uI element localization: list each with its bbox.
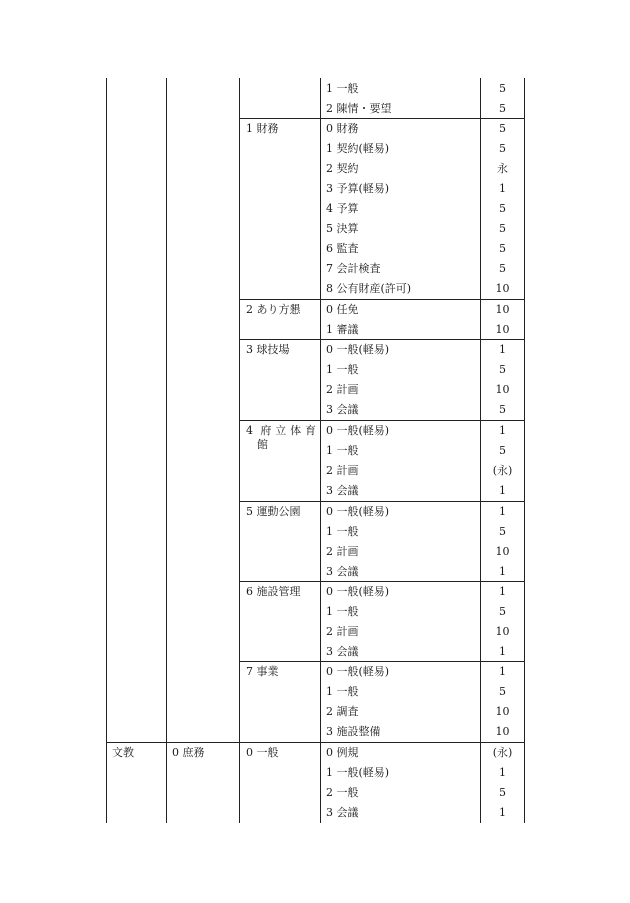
sub-item: 2 計画: [326, 464, 359, 477]
col-border-2: [166, 78, 167, 823]
row-border: [239, 661, 525, 662]
retention-period: 10: [495, 545, 510, 558]
sub-item: 2 計画: [326, 625, 359, 638]
col-border-3: [239, 78, 240, 823]
sub-item: 0 任免: [326, 303, 359, 316]
sub-item: 0 一般(軽易): [326, 505, 390, 518]
sub-item: 3 予算(軽易): [326, 182, 390, 195]
retention-period: 10: [495, 625, 510, 638]
sub-item: 1 一般: [326, 685, 359, 698]
sub-item: 1 審議: [326, 323, 359, 336]
category-name: 文教: [112, 746, 134, 759]
retention-period: 10: [495, 282, 510, 295]
sub-item: 3 会議: [326, 565, 359, 578]
sub-item: 0 一般(軽易): [326, 343, 390, 356]
sub-item: 3 施設整備: [326, 725, 381, 738]
sub-item: 0 一般(軽易): [326, 424, 390, 437]
sub-item: 0 例規: [326, 746, 359, 759]
sub-item: 1 一般: [326, 444, 359, 457]
sub-item: 7 会計検査: [326, 262, 381, 275]
retention-period: 5: [499, 685, 506, 698]
sub-item: 2 計画: [326, 545, 359, 558]
group-name-line2: 館: [257, 438, 268, 451]
sub-item: 2 計画: [326, 383, 359, 396]
sub-item: 1 契約(軽易): [326, 142, 390, 155]
row-border: [239, 118, 525, 119]
sub-item: 0 一般(軽易): [326, 665, 390, 678]
row-border-full: [106, 742, 525, 743]
sub-item: 3 会議: [326, 403, 359, 416]
retention-period: 10: [495, 383, 510, 396]
retention-period: 10: [495, 725, 510, 738]
col-border-1: [106, 78, 107, 823]
group-name: 5 運動公園: [246, 505, 301, 518]
group-name: 6 施設管理: [246, 585, 301, 598]
sub-item: 6 監査: [326, 242, 359, 255]
retention-period: 1: [499, 766, 506, 779]
col-border-4: [320, 78, 321, 823]
retention-period: 5: [499, 525, 506, 538]
col-border-6: [524, 78, 525, 823]
row-border: [239, 339, 525, 340]
retention-period: 5: [499, 222, 506, 235]
row-border: [239, 420, 525, 421]
retention-period: 1: [499, 424, 506, 437]
group-name: [246, 424, 316, 452]
sub-item: 1 一般: [326, 82, 359, 95]
retention-period: 5: [499, 102, 506, 115]
sub-item: 2 陳情・要望: [326, 102, 392, 115]
group-name: 3 球技場: [246, 343, 290, 356]
retention-period: 5: [499, 122, 506, 135]
retention-period: 1: [499, 565, 506, 578]
retention-period: 1: [499, 343, 506, 356]
retention-period: 5: [499, 444, 506, 457]
sub-item: 5 決算: [326, 222, 359, 235]
group-name: 2 あり方懇: [246, 303, 301, 316]
division-name: 0 庶務: [172, 746, 205, 759]
retention-period: 10: [495, 303, 510, 316]
sub-item: 0 財務: [326, 122, 359, 135]
sub-item: 1 一般: [326, 525, 359, 538]
retention-period: 1: [499, 806, 506, 819]
retention-period: 永: [497, 162, 508, 175]
sub-item: 8 公有財産(許可): [326, 282, 412, 295]
retention-period: 5: [499, 786, 506, 799]
sub-item: 4 予算: [326, 202, 359, 215]
sub-item: 3 会議: [326, 484, 359, 497]
sub-item: 2 契約: [326, 162, 359, 175]
retention-period: 1: [499, 585, 506, 598]
sub-item: 2 一般: [326, 786, 359, 799]
group-name-line1: 4 府立体育: [246, 424, 316, 437]
retention-period: 10: [495, 705, 510, 718]
group-name: 0 一般: [246, 746, 279, 759]
retention-period: 5: [499, 242, 506, 255]
retention-period: 1: [499, 484, 506, 497]
retention-period: 5: [499, 82, 506, 95]
retention-period: (永): [492, 746, 513, 759]
sub-item: 0 一般(軽易): [326, 585, 390, 598]
retention-period: 1: [499, 505, 506, 518]
retention-period: 5: [499, 262, 506, 275]
sub-item: 1 一般: [326, 363, 359, 376]
group-name: 1 財務: [246, 122, 279, 135]
sub-item: 1 一般: [326, 605, 359, 618]
sub-item: 3 会議: [326, 806, 359, 819]
sub-item: 1 一般(軽易): [326, 766, 390, 779]
retention-period: 5: [499, 363, 506, 376]
retention-period: 5: [499, 403, 506, 416]
row-border: [239, 581, 525, 582]
row-border: [239, 299, 525, 300]
retention-period: 1: [499, 665, 506, 678]
retention-period: 5: [499, 142, 506, 155]
sub-item: 2 調査: [326, 705, 359, 718]
sub-item: 3 会議: [326, 645, 359, 658]
retention-period: 5: [499, 202, 506, 215]
retention-period: 1: [499, 182, 506, 195]
retention-period: 1: [499, 645, 506, 658]
row-border: [239, 501, 525, 502]
retention-period: (永): [492, 464, 513, 477]
group-name: 7 事業: [246, 665, 279, 678]
retention-period: 5: [499, 605, 506, 618]
retention-period: 10: [495, 323, 510, 336]
